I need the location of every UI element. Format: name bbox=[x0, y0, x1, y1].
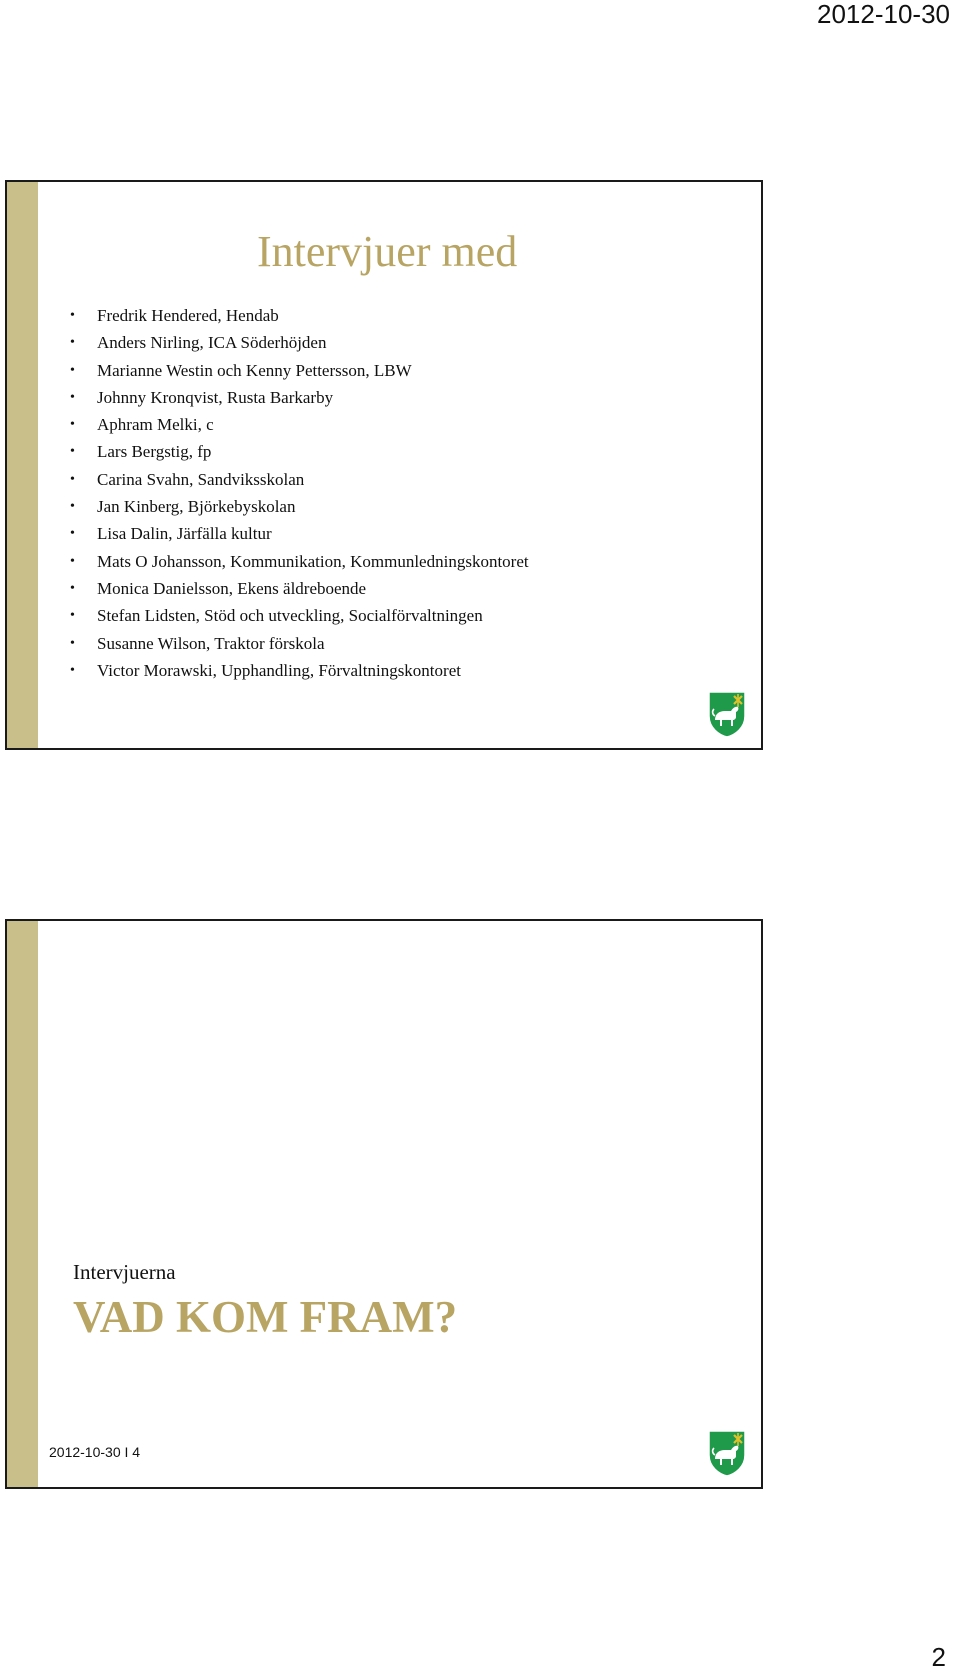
list-item-text: Susanne Wilson, Traktor förskola bbox=[97, 633, 325, 653]
list-item-text: Aphram Melki, c bbox=[97, 415, 214, 435]
list-item-text: Jan Kinberg, Björkebyskolan bbox=[97, 497, 296, 517]
list-item-text: Marianne Westin och Kenny Pettersson, LBW bbox=[97, 360, 412, 380]
list-item-text: Lisa Dalin, Järfälla kultur bbox=[97, 524, 272, 544]
bullet-icon: • bbox=[70, 608, 75, 624]
list-item bbox=[67, 302, 529, 329]
list-item-text: Victor Morawski, Upphandling, Förvaltningskontoret bbox=[97, 660, 461, 680]
list-item bbox=[67, 602, 529, 629]
slide-subtitle: Intervjuerna bbox=[73, 1260, 176, 1284]
slide-side-bar bbox=[7, 921, 38, 1487]
bullet-icon: • bbox=[70, 389, 75, 405]
header-date: 2012-10-30 bbox=[817, 0, 950, 29]
coat-of-arms-icon bbox=[707, 1429, 747, 1477]
list-item bbox=[67, 657, 529, 684]
bullet-icon: • bbox=[70, 471, 75, 487]
list-item bbox=[67, 329, 529, 356]
bullet-icon: • bbox=[70, 499, 75, 515]
list-item bbox=[67, 466, 529, 493]
list-item bbox=[67, 493, 529, 520]
list-item bbox=[67, 575, 529, 602]
list-item-text: Monica Danielsson, Ekens äldreboende bbox=[97, 578, 367, 598]
list-item-text: Carina Svahn, Sandviksskolan bbox=[97, 469, 305, 489]
list-item-text: Johnny Kronqvist, Rusta Barkarby bbox=[97, 387, 334, 407]
slide-title: Intervjuer med bbox=[257, 227, 518, 276]
bullet-icon: • bbox=[70, 553, 75, 569]
bullet-icon: • bbox=[70, 362, 75, 378]
list-item bbox=[67, 438, 529, 465]
bullet-icon: • bbox=[70, 444, 75, 460]
list-item bbox=[67, 411, 529, 438]
bullet-icon: • bbox=[70, 335, 75, 351]
coat-of-arms-icon bbox=[707, 690, 747, 738]
slide-title: VAD KOM FRAM? bbox=[73, 1292, 458, 1342]
slide-results bbox=[5, 919, 763, 1489]
list-item-text: Anders Nirling, ICA Söderhöjden bbox=[97, 333, 327, 353]
list-item bbox=[67, 548, 529, 575]
page-number: 2 bbox=[931, 1642, 946, 1672]
interviewee-list bbox=[67, 302, 529, 684]
bullet-icon: • bbox=[70, 417, 75, 433]
list-item bbox=[67, 520, 529, 547]
list-item-text: Fredrik Hendered, Hendab bbox=[97, 306, 279, 325]
bullet-icon: • bbox=[70, 635, 75, 651]
list-item bbox=[67, 384, 529, 411]
slide-side-bar bbox=[7, 182, 38, 748]
slide-footer: 2012-10-30 I 4 bbox=[49, 1444, 141, 1460]
bullet-icon: • bbox=[70, 580, 75, 596]
slide-interviews bbox=[5, 180, 763, 750]
bullet-icon: • bbox=[70, 526, 75, 542]
list-item-text: Lars Bergstig, fp bbox=[97, 442, 212, 462]
list-item bbox=[67, 357, 529, 384]
bullet-icon: • bbox=[70, 308, 75, 323]
list-item-text: Stefan Lidsten, Stöd och utveckling, Socialförvaltningen bbox=[97, 606, 483, 626]
bullet-icon: • bbox=[70, 662, 75, 678]
list-item bbox=[67, 630, 529, 657]
list-item-text: Mats O Johansson, Kommunikation, Kommunledningskontoret bbox=[97, 551, 529, 571]
